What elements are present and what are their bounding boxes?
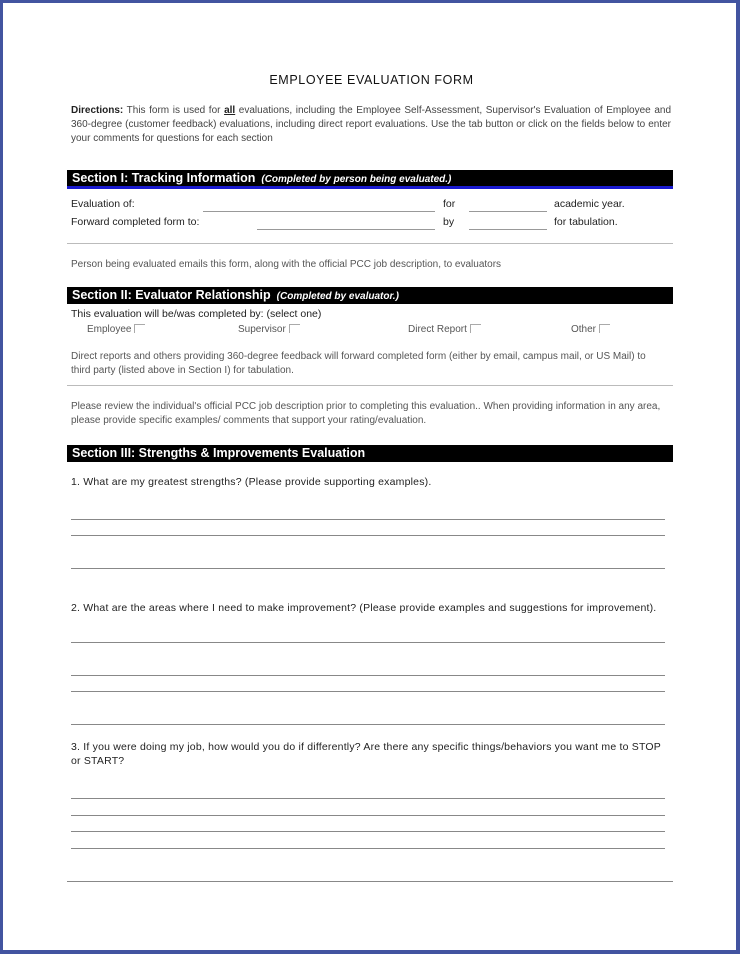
answer-line[interactable] [71,848,665,849]
section3-title: Section III: Strengths & Improvements Evaluation [72,446,366,460]
answer-line[interactable] [71,815,665,816]
by-date-field[interactable] [469,228,547,230]
directions-label: Directions: [71,105,124,116]
option-supervisor-label: Supervisor [238,324,286,335]
directions [71,104,671,146]
question-1: 1. What are my greatest strengths? (Please provide supporting examples). [71,476,432,488]
academic-year-label: academic year. [554,198,625,210]
section3-header [67,445,673,462]
option-direct-report[interactable] [408,324,481,335]
section1-note: Person being evaluated emails this form, along with the official PCC job description, to evaluators [71,259,502,270]
forward-label: Forward completed form to: [71,216,200,228]
answer-line[interactable] [71,675,665,676]
divider [67,385,673,386]
answer-line[interactable] [71,519,665,520]
answer-line[interactable] [71,691,665,692]
answer-line[interactable] [71,642,665,643]
directions-text-before: This form is used for [126,105,221,116]
section2-note2: Please review the individual's official PCC job description prior to completing this evaluation.. When providing information in any area, please provide specific examples/ comments that support your rating/evaluation. [71,401,661,426]
checkbox-icon[interactable] [470,324,481,333]
directions-text-after: evaluations, including the Employee Self-Assessment, Supervisor's Evaluation of Employee and 360-degree (customer feedback) evaluations, including direct report evaluations. Use the tab button or click on the fields below to enter your comments for questions for each section [71,105,671,144]
option-other-label: Other [571,324,597,335]
tabulation-label: for tabulation. [554,216,618,228]
option-other[interactable] [571,324,610,335]
directions-emphasis: all [224,105,236,116]
answer-line[interactable] [67,881,673,882]
section2-title: Section II: Evaluator Relationship [72,288,271,302]
answer-line[interactable] [71,798,665,799]
divider [67,243,673,244]
section1-title: Section I: Tracking Information [72,171,256,185]
answer-line[interactable] [71,568,665,569]
year-field[interactable] [469,210,547,212]
question-2: 2. What are the areas where I need to make improvement? (Please provide examples and suggestions for improvement). [71,602,657,614]
section2-subtitle: (Completed by evaluator.) [276,291,399,302]
form-title: EMPLOYEE EVALUATION FORM [269,73,474,87]
by-label: by [443,216,455,228]
section2-note1: Direct reports and others providing 360-degree feedback will forward completed form (either by email, campus mail, or US Mail) to third party (listed above in Section I) for tabulation. [71,351,646,376]
option-employee-label: Employee [87,324,132,335]
option-direct-report-label: Direct Report [408,324,467,335]
document-page [3,3,736,950]
section1-header [67,170,673,189]
answer-line[interactable] [71,535,665,536]
option-employee[interactable] [87,324,145,335]
checkbox-icon[interactable] [289,324,300,333]
checkbox-icon[interactable] [599,324,610,333]
checkbox-icon[interactable] [134,324,145,333]
section2-header [67,287,673,304]
evaluation-of-label: Evaluation of: [71,198,135,210]
answer-line[interactable] [71,831,665,832]
question-3: 3. If you were doing my job, how would you do if differently? Are there any specific things/behaviors you want me to STOP or START? [71,741,661,767]
section1-subtitle: (Completed by person being evaluated.) [261,174,452,185]
option-supervisor[interactable] [238,324,300,335]
forward-to-field[interactable] [257,228,435,230]
evaluation-of-field[interactable] [203,210,435,212]
answer-line[interactable] [71,724,665,725]
for-label: for [443,198,456,210]
section2-prompt: This evaluation will be/was completed by: (select one) [71,308,322,320]
